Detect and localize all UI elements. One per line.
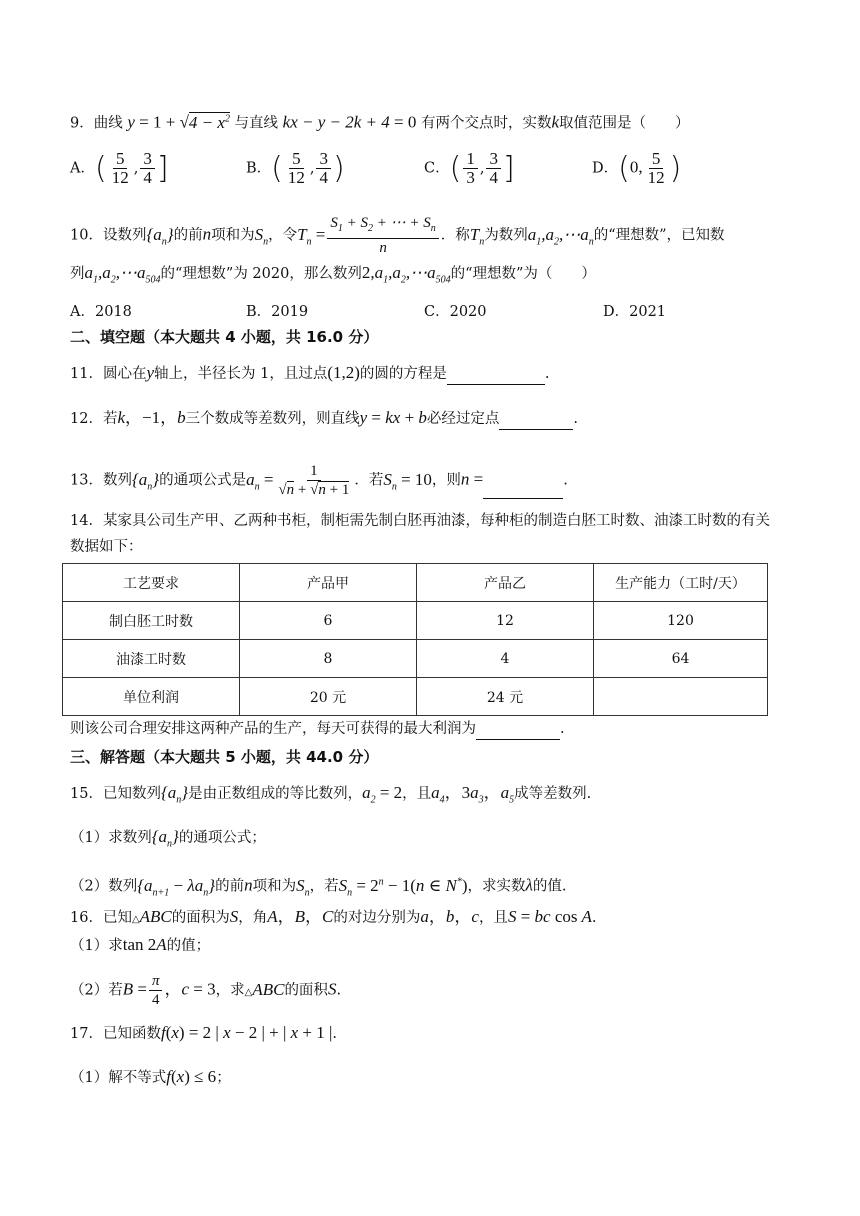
question-17: 17．已知函数f(x) = 2 | x − 2 | + | x + 1 |.	[70, 1023, 337, 1042]
q10-option-a: A．2018	[70, 304, 132, 320]
question-16: 16．已知△ABC的面积为S，角A，B，C的对边分别为a，b，c，且S = bc cos A.	[70, 907, 597, 926]
q9-option-a: A．( $\frac{5}{12}$ , $\frac{3}{4}$ ]	[70, 149, 169, 187]
curve-equation: $y = 1 + √4 - x^2$	[127, 112, 230, 132]
q9-option-c: C．( $\frac{1}{3}$ , $\frac{3}{4}$ ]	[424, 149, 515, 187]
q9-option-b: B．( $\frac{5}{12}$ , $\frac{3}{4}$ )	[246, 149, 345, 187]
question-10-line2: 列$a_1,a_2,\cdots a_{504}$的“理想数”为 2020，那么数列$2,a_1,a_2,\cdots a_{504}$的“理想数”为（ ）	[70, 263, 596, 286]
q10-option-b: B．2019	[246, 304, 309, 320]
table-row: 制白胚工时数 6 12 120	[63, 602, 768, 640]
section-heading-answers: 三、解答题（本大题共 5 小题，共 44.0 分）	[70, 748, 379, 766]
question-11: 11．圆心在y轴上，半径长为 1，且过点(1,2)的圆的方程是 .	[70, 362, 790, 385]
table-row: 油漆工时数 8 4 64	[63, 640, 768, 678]
table-row: 单位利润 20 元 24 元	[63, 678, 768, 716]
question-14-ask: 则该公司合理安排这两种产品的生产，每天可获得的最大利润为 .	[70, 718, 790, 740]
question-17-part1: （1）解不等式f(x) ≤ 6；	[70, 1067, 231, 1086]
q9-option-d: D．(0, $\frac{5}{12}$ )	[592, 149, 682, 187]
question-14: 14．某家具公司生产甲、乙两种书柜，制柜需先制白胚再油漆，每种柜的制造白胚工时数、油漆工时数的有关	[70, 513, 770, 529]
question-16-part1: （1）求tan 2A的值；	[70, 935, 211, 954]
question-15: 15．已知数列$\{a_n\}$是由正数组成的等比数列，$a_2 = 2$，且$a_4$，$3a_3$，$a_5$成等差数列.	[70, 783, 592, 806]
production-table	[62, 563, 768, 716]
question-15-part2: （2）数列$\{a_{n+1} - \lambda a_n\}$的前n项和为$S_n$，若$S_n = 2^n - 1(n$ ∈ N*)，求实数λ的值.	[70, 875, 567, 899]
question-13: 13．数列$\{a_n\}$的通项公式是$a_n$ = $\frac{1}{√n + √n + 1}$ ．若$S_n = 10$，则n = .	[70, 463, 568, 498]
question-12: 12．若k，−1，b三个数成等差数列，则直线y = kx + b必经过定点 .	[70, 407, 790, 430]
q10-option-d: D．2021	[603, 304, 667, 320]
section-heading-fill-in: 二、填空题（本大题共 4 小题，共 16.0 分）	[70, 328, 379, 346]
line-equation: kx − y − 2k + 4 = 0	[282, 112, 417, 132]
question-10: 10．设数列$\{a_n\}$的前n项和为$S_n$，令$T_n$ = $\frac{S_1 + S_2 + \cdots + S_n}{n}$ ．称$T_n$为数列$a_1,a_2,\cdots a_n$的“理想数”，已知数	[70, 215, 725, 256]
table-row: 工艺要求 产品甲 产品乙 生产能力（工时/天）	[63, 564, 768, 602]
q10-option-c: C．2020	[424, 304, 487, 320]
question-15-part1: （1）求数列$\{a_n\}$的通项公式；	[70, 827, 266, 850]
question-16-part2: （2）若B = $\frac{\pi}{4}$ ，c = 3，求△ABC的面积S.	[70, 973, 342, 1008]
question-14-line2: 数据如下：	[70, 539, 143, 555]
question-9: 9．曲线 $y = 1 + √4 - x^2$ 与直线 kx − y − 2k + 4 = 0 有两个交点时，实数k取值范围是（ ）	[70, 112, 690, 132]
